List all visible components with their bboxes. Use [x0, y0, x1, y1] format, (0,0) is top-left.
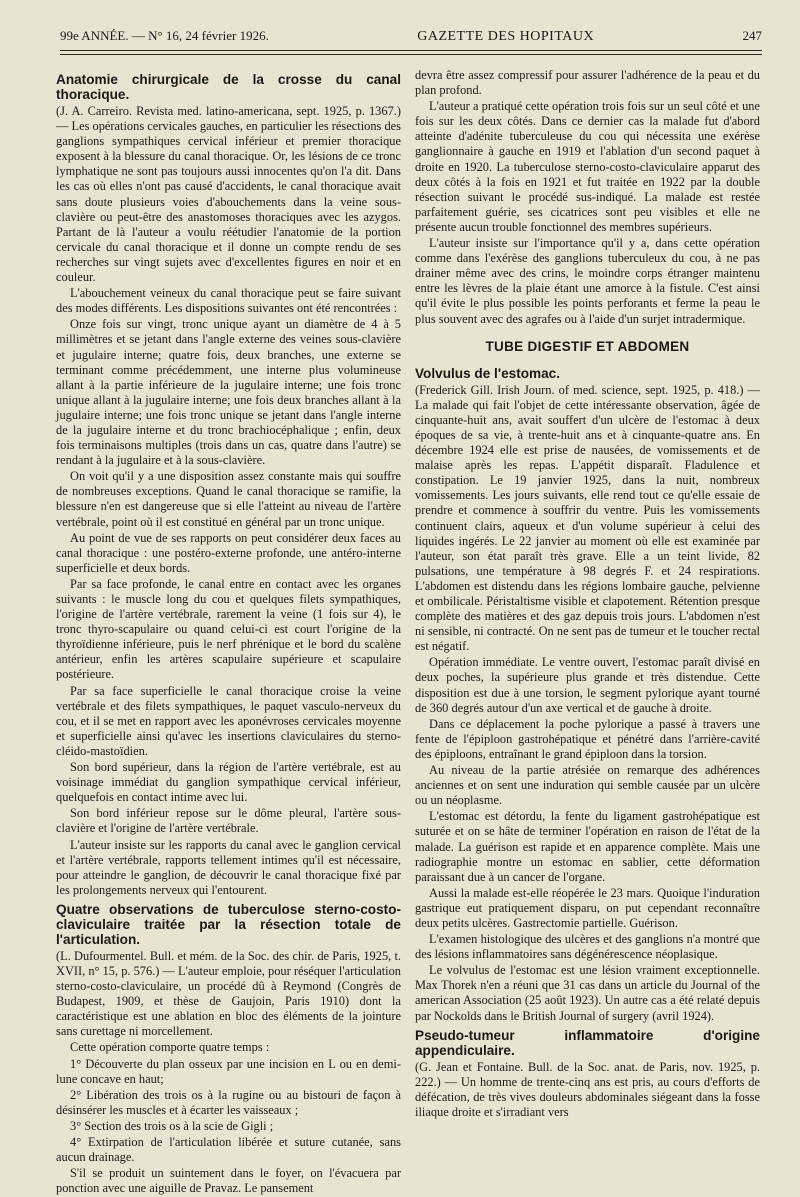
- paragraph: Aussi la malade est-elle réopérée le 23 mars. Quoique l'induration gastrique eut pratiquement disparu, on put cependant reconnaître deux petits ulcères. Gastrectomie partielle. Guérison.: [415, 885, 760, 930]
- article-title: Pseudo-tumeur inflammatoire d'origine appendiculaire.: [415, 1027, 760, 1058]
- paragraph: 4° Extirpation de l'articulation libérée et suture cutanée, sans aucun drainage.: [56, 1135, 401, 1165]
- paragraph: Au point de vue de ses rapports on peut considérer deux faces au canal thoracique : une postéro-externe profonde, une antéro-interne superficielle et deux bords.: [56, 530, 401, 575]
- paragraph: L'estomac est détordu, la fente du ligament gastrohépatique est suturée et on se hâte de terminer l'opération en raison de l'état de la malade. La guérison est rapide et en apparence complète. Mais une radiographie montre un estomac en sablier, cette déformation paraissant due à un cancer de l'organe.: [415, 809, 760, 884]
- paragraph: Onze fois sur vingt, tronc unique ayant un diamètre de 4 à 5 millimètres et se jetant dans l'angle externe des veines sous-clavière et jugulaire interne; quatre fois, deux branches, une externe se terminant comme précédemment, une interne plus volumineuse allant à la partie inférieure de la jugulaire interne; une fois tronc unique allant à la jugulaire interne; une fois deux branches allant à la jugulaire interne; une fois tronc unique se jetant dans l'angle interne de la jugulaire interne et du tronc brachiocéphalique ; enfin, deux fois terminaisons multiples (trois dans un cas, quatre dans l'autre) se rendant à la jugulaire et à la sous-clavière.: [56, 317, 401, 468]
- paragraph: L'auteur insiste sur les rapports du canal avec le ganglion cervical et l'artère vertébrale, rapports tellement intimes qu'il est nécessaire, pour atteindre le ganglion, de découvrir le canal thoracique fixé par les prolongements nerveux qui l'entourent.: [56, 837, 401, 897]
- page-number: 247: [742, 28, 762, 43]
- paragraph: Le volvulus de l'estomac est une lésion vraiment exceptionnelle. Max Thorek n'en a réuni que 31 cas dans un article du Journal of the american Association (25 août 1923). Un autre cas a été relaté depuis par Nockolds dans le British Journal of surgery (avril 1924).: [415, 963, 760, 1023]
- paragraph: Dans ce déplacement la poche pylorique a passé à travers une fente de l'épiploon gastrohépatique et pénétré dans l'arrière-cavité des épiploons, entraînant le grand épiploon dans la torsion.: [415, 716, 760, 761]
- paragraph: devra être assez compressif pour assurer l'adhérence de la peau et du plan profond.: [415, 68, 760, 98]
- journal-title: GAZETTE DES HOPITAUX: [417, 29, 595, 44]
- paragraph: L'auteur insiste sur l'importance qu'il y a, dans cette opération comme dans l'exérèse des ganglions tuberculeux du cou, à ne pas drainer même avec des crins, le moindre corps étranger maintenu entre les lèvres de la plaie étant une amorce à la fistule. C'est ainsi qu'il évite le plus possible les points perforants et ferme la peau le plus souvent avec des agrafes ou à l'aide d'un surjet intradermique.: [415, 236, 760, 326]
- paragraph: L'auteur a pratiqué cette opération trois fois sur un seul côté et une fois sur les deux côtés. Dans ce dernier cas la malade fut d'abord atteinte d'adénite tuberculeuse du cou qui nécessita une exérèse ganglionnaire à gauche en 1919 et l'ablation d'un second paquet à droite en 1920. La tuberculose sterno-costo-claviculaire apparut des deux côtés à la fois en 1921 et fut traitée en 1922 par la double résection suivant le procédé sus-indiqué. La malade est restée parfaitement guérie, ses cicatrices sont peu visibles et elle ne présente aucun trouble fonctionnel des membres supérieurs.: [415, 99, 760, 234]
- paragraph: (L. Dufourmentel. Bull. et mém. de la Soc. des chir. de Paris, 1925, t. XVII, n° 15, p. 576.) — L'auteur emploie, pour réséquer l'articulation sterno-costo-claviculaire, un procédé dû à Reymond (Congrès de Budapest, 1909, et thèse de Gaujoin, Paris 1910) dont la caractéristique est une ablation en bloc des éléments de la jointure sans curettage ni morcellement.: [56, 948, 401, 1039]
- paragraph: Au niveau de la partie atrésiée on remarque des adhérences anciennes et on sent une induration qui semble causée par un ulcère ou un néoplasme.: [415, 763, 760, 808]
- paragraph: 3° Section des trois os à la scie de Gigli ;: [70, 1118, 274, 1133]
- paragraph: L'examen histologique des ulcères et des ganglions n'a montré que des lésions inflammatoires sans dégénérescence néoplasique.: [415, 932, 760, 962]
- article-title: Anatomie chirurgicale de la crosse du canal thoracique.: [56, 72, 401, 102]
- issue-info: 99e ANNÉE. — N° 16, 24 février 1926.: [60, 28, 269, 43]
- paragraph: Par sa face profonde, le canal entre en contact avec les organes suivants : le muscle long du cou et quelques filets sympathiques, l'origine de l'artère vertébrale, rarement la veine (1 fois sur 4), le tronc thyro-scapulaire ou quand celui-ci est court l'origine de la thyroïdienne inférieure, puis le nerf phrénique et le bord du scalène antérieur, enfin les artères scapulaire supérieure et scapulaire postérieure.: [56, 576, 401, 682]
- paragraph: Par sa face superficielle le canal thoracique croise la veine vertébrale et des filets sympathiques, le paquet vasculo-nerveux du cou, et il se met en rapport avec les aponévroses cervicales moyenne et superficielle ainsi qu'avec les insertions claviculaires du sterno-cléido-mastoïdien.: [56, 683, 401, 758]
- page-header: [60, 28, 762, 45]
- paragraph: 2° Libération des trois os à la rugine ou au bistouri de façon à désinsérer les muscles et à écarter les vaisseaux ;: [56, 1087, 401, 1117]
- paragraph: (G. Jean et Fontaine. Bull. de la Soc. anat. de Paris, nov. 1925, p. 222.) — Un homme de trente-cinq ans est pris, au cours d'efforts de défécation, de très vives douleurs abdominales siégeant dans la fosse iliaque droite et s'irradiant vers: [415, 1059, 760, 1119]
- paragraph: (Frederick Gill. Irish Journ. of med. science, sept. 1925, p. 418.) — La malade qui fait l'objet de cette intéressante observation, âgée de cinquante-huit ans, avait souffert d'un ulcère de l'estomac à deux époques de sa vie, à trente-huit ans et à cinquante-quatre ans. En décembre 1924 elle est prise de nausées, de vomissements et de malaise après les repas. L'appétit disparaît. Fladulence et constipation. Le 19 janvier 1925, dans la nuit, nombreux vomissements. Les jours suivants, elle rend tout ce qu'elle essaie de prendre et commence à souffrir du ventre. Puis les vomissements continuent clairs, aqueux et d'un volume supérieur à celui des liquides ingérés. Le 22 janvier au moment où elle est examinée par l'auteur, son état paraît très grave. Elle a un teint livide, 82 pulsations, une température à 98 degrés F. et 24 respirations. L'abdomen est distendu dans les régions lombaire gauche, pelvienne et ombilicale. Péristaltisme visible et clapotement. Rétention presque complète des matières et des gaz depuis trois jours. L'abdomen n'est ni sensible, ni contracté. On ne sent pas de tumeur et le toucher rectal est négatif.: [415, 382, 760, 654]
- paragraph: 1° Découverte du plan osseux par une incision en L ou en demi-lune concave en haut;: [56, 1056, 401, 1086]
- paragraph: Son bord supérieur, dans la région de l'artère vertébrale, est au voisinage immédiat du ganglion sympathique cervical inférieur, quelquefois en contact intime avec lui.: [56, 760, 401, 805]
- paragraph: Opération immédiate. Le ventre ouvert, l'estomac paraît divisé en deux poches, la supérieure plus grande et très distendue. Cette disposition est due à une torsion, le segment pylorique ayant tourné de 360 degrés autour d'un axe vertical et de gauche à droite.: [415, 655, 760, 715]
- left-column: [56, 68, 401, 1197]
- paragraph: (J. A. Carreiro. Revista med. latino-americana, sept. 1925, p. 1367.) — Les opérations cervicales gauches, en particulier les résections des ganglions sympathiques cervical inférieur et premier thoracique exposent à la blessure du canal thoracique. Or, les lésions de ce tronc lymphatique ne sont pas toujours aussi innocentes qu'on l'a dit. Dans les cas où elles n'ont pas causé d'accidents, le canal thoracique avait sans doute plusieurs voies d'abouchements dans la veine sous-clavière ou peut-être des anastomoses thoraciques avec les azygos. Partant de là l'auteur a voulu réétudier l'anatomie de la portion cervicale du canal thoracique et il donne un compte rendu de ses recherches sur vingt sujets avec d'excellentes figures en noir et en couleur.: [56, 104, 401, 285]
- article-title: Quatre observations de tuberculose sterno-costo-claviculaire traitée par la résection totale de l'articulation.: [56, 901, 401, 947]
- article-title: Volvulus de l'estomac.: [415, 365, 561, 381]
- paragraph: L'abouchement veineux du canal thoracique peut se faire suivant des modes différents. Les dispositions suivantes ont été rencontrées :: [56, 286, 401, 316]
- header-rule-thin: [60, 54, 762, 55]
- paragraph: Cette opération comporte quatre temps :: [70, 1040, 270, 1055]
- paragraph: S'il se produit un suintement dans le foyer, on l'évacuera par ponction avec une aiguille de Pravaz. Le pansement: [56, 1166, 401, 1196]
- section-heading: TUBE DIGESTIF ET ABDOMEN: [485, 338, 690, 354]
- right-column: [415, 68, 760, 1121]
- paragraph: On voit qu'il y a une disposition assez constante mais qui souffre de nombreuses exceptions. Quand le canal thoracique se ramifie, la blessure n'en est dangereuse que si elle l'atteint au niveau de l'artère vertébrale, point où il est constitué en général par un tronc unique.: [56, 469, 401, 529]
- header-rule: [60, 50, 762, 51]
- paragraph: Son bord inférieur repose sur le dôme pleural, l'artère sous-clavière et l'origine de l'artère vertébrale.: [56, 806, 401, 836]
